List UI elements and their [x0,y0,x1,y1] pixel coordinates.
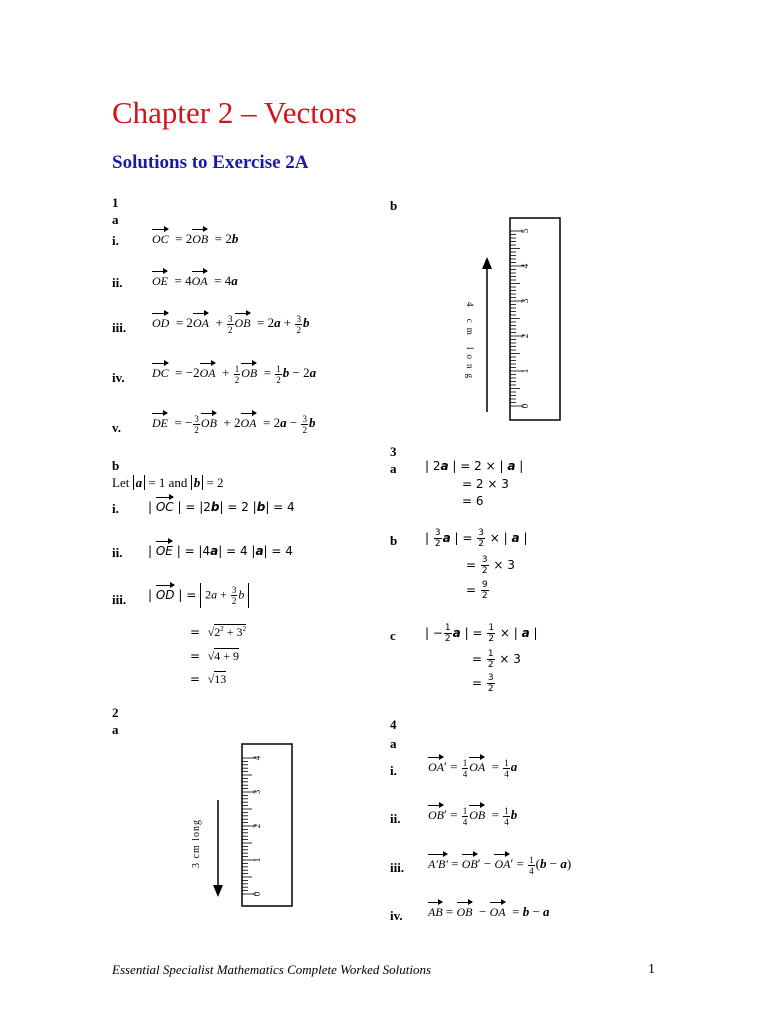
q1b-ii-equation: | OE | = |4a| = 4 |a| = 4 [148,538,293,558]
q1a-i-label: i. [112,233,119,248]
exercise-subtitle: Solutions to Exercise 2A [112,152,309,173]
q1a-v-equation: DE = − $\frac{3}{2}$ OB + 2OA = 2a − $\frac{3}{2}$ b [152,410,315,435]
q1b-iii-step-2: = √4 + 9 [190,649,240,663]
q4a-iii-equation: A′B′ = OB′ − OA′ = $\frac{1}{4}$ (b − a) [428,851,571,876]
q1-part-b: b [112,458,120,473]
ruler-length-label: 3 cm long [191,819,202,868]
q3b-line-2: = $\frac{3}{2}$ × 3 [466,555,515,576]
ruler-tick-label: 2 [520,333,530,339]
q4-part-a: a [390,736,397,751]
q3a-line-3: = 6 [462,494,484,508]
ruler-tick-label: 1 [520,368,530,374]
footer-book-title: Essential Specialist Mathematics Complete Worked Solutions [112,962,432,977]
q1a-ii-equation: OE = 4OA = 4a [152,268,238,289]
q1a-iv-equation: DC = −2OA + $\frac{1}{2}$ OB = $\frac{1}{2}$ b − 2a [152,360,316,385]
ruler-tick-label: 4 [520,263,530,269]
q3a-line-2: = 2 × 3 [462,477,509,491]
ruler-tick-label: 1 [252,857,262,863]
down-arrow-head [213,885,223,897]
ruler-ticks [510,228,530,408]
q3c-line-3: = $\frac{3}{2}$ [472,673,494,694]
q2-part-a: a [112,722,119,737]
ruler-tick-label: 0 [252,891,262,897]
q4a-ii-label: ii. [390,811,401,826]
q1b-i-label: i. [112,501,119,516]
ruler-length-label: 4 cm long [465,302,475,383]
q3c-label: c [390,628,396,643]
q1b-iii-step-1: = $√2^2 + 3^2$ [190,625,247,639]
ruler-figure-3cm [185,740,300,910]
q3c-line-2: = $\frac{1}{2}$ × 3 [472,649,521,670]
q4a-i-equation: OA′ = $\frac{1}{4}$ OA = $\frac{1}{4}$ a [428,754,517,779]
q1b-i-equation: | OC | = |2b| = 2 |b| = 4 [148,494,295,514]
q3a-label: a [390,461,397,476]
ruler-figure-4cm [455,212,575,422]
q1b-figure-label: b [390,198,398,213]
q1b-given: Let a = 1 and b = 2 [112,475,224,490]
q1b-iii-step-3: = √13 [190,672,227,686]
q3-number: 3 [390,444,397,459]
q4a-iv-label: iv. [390,908,403,923]
q1a-iii-label: iii. [112,320,127,335]
q3b-line-1: | $\frac{3}{2}$ a | = $\frac{3}{2}$ × | a | [425,528,528,549]
ruler-ticks [242,755,262,896]
q1b-ii-label: ii. [112,545,123,560]
ruler-tick-label: 3 [520,298,530,304]
q4-number: 4 [390,717,397,732]
q4a-ii-equation: OB′ = $\frac{1}{4}$ OB = $\frac{1}{4}$ b [428,802,517,827]
q1-number: 1 [112,195,119,210]
q3b-line-3: = $\frac{9}{2}$ [466,580,488,601]
q3a-line-1: | 2a | = 2 × | a | [425,459,524,473]
q1-part-a: a [112,212,119,227]
ruler-tick-label: 3 [252,789,262,795]
q2-number: 2 [112,705,119,720]
footer-page-number: 1 [648,962,655,977]
q1a-iv-label: iv. [112,370,125,385]
chapter-title: Chapter 2 – Vectors [112,95,357,130]
q1a-i-equation: OC = 2OB = 2b [152,226,238,247]
q1a-v-label: v. [112,420,122,435]
ruler-tick-label: 0 [520,403,530,409]
q4a-iv-equation: AB = OB − OA = b − a [428,899,550,920]
ruler-tick-label: 2 [252,823,262,829]
q1a-iii-equation: OD = 2OA + $\frac{3}{2}$ OB = 2a + $\frac{3}{2}$ b [152,310,309,335]
ruler-outline [242,744,292,906]
ruler-tick-label: 5 [520,228,530,234]
q3b-label: b [390,533,398,548]
q4a-iii-label: iii. [390,860,405,875]
q4a-i-label: i. [390,763,397,778]
q1a-ii-label: ii. [112,275,123,290]
q3c-line-1: | − $\frac{1}{2}$ a | = $\frac{1}{2}$ × | a | [425,623,538,644]
q1b-iii-label: iii. [112,592,127,607]
up-arrow-head [482,257,492,269]
ruler-tick-label: 4 [252,755,262,761]
q1b-iii-equation: | OD | = 2a + $\frac{3}{2}$ b [148,582,249,608]
